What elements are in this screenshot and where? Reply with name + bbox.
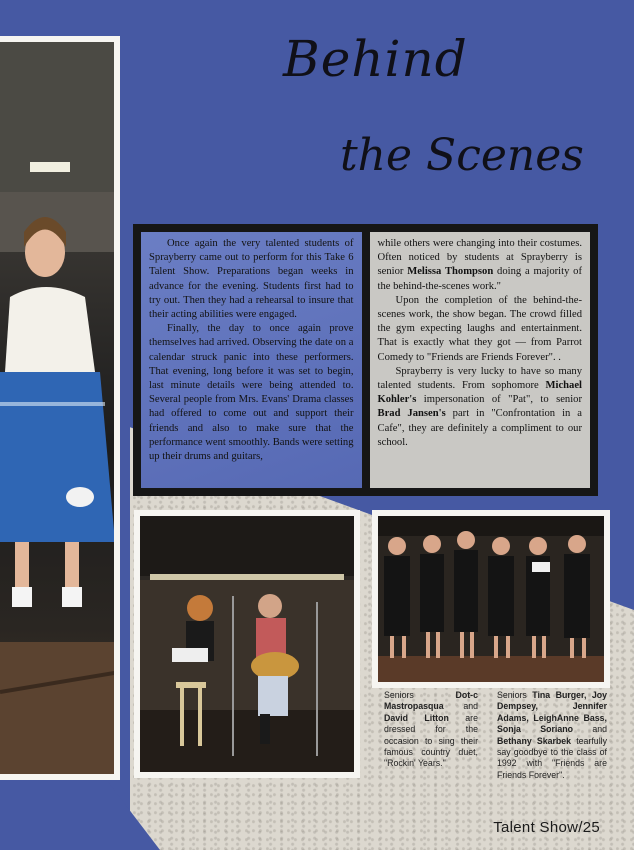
article-paragraph [378,365,583,450]
photo-friends-forever-group [372,510,610,688]
article-box [133,224,598,496]
article-column-left [141,232,362,488]
page-title-line2: the Scenes [340,130,584,181]
student-name: Michael Kohler's [377,380,582,406]
caption-text: are dressed for the occasion to sing their famous country duet, "Rockin' Years." [384,712,478,769]
caption-text: and [443,701,478,712]
article-text: doing a majority of the behind-the-scenes work." [377,266,582,292]
caption-duet [384,690,478,770]
caption-text: tearfully say goodbye to the class of 1992 with "Friends are Friends Forever". [497,735,608,780]
student-name: Bethany Skarbek [497,735,572,746]
article-paragraph: Once again the very talented students of Sprayberry came out to perform for this Take 6 Talent Show. Preparations began weeks in advance for the evening. Students first had to try out. Then they had a rehearsal to insure that their acting abilities were engaged. [149,238,354,321]
group-illustration [378,516,604,682]
student-name: Tina Burger, Joy Dempsey, Jennifer Adams, LeighAnne Bass, Sonja Soriano [497,690,607,735]
article-text: while others were changing into their costumes. Often noticed by students at Sprayberry is senior [377,238,582,278]
singer-illustration [0,42,114,774]
article-text: Sprayberry is very lucky to have so many talented students. From sophomore [377,365,582,392]
page-title-line1: Behind [283,30,468,88]
caption-text: Seniors [384,690,456,700]
duet-illustration [140,516,354,772]
article-column-right [370,232,591,488]
article-paragraph: Finally, the day to once again prove themselves had arrived. Observing the date on a calendar struck panic into these performers. That evening, long before it was set to begin, last minute details were being attended to. Several people from Mrs. Evans' Drama classes had offered to come out and support their friends and also to make sure that the performance went smoothly. Bands were setting up their drums and guitars, [149,323,354,463]
student-name: David Litton [384,712,449,723]
article-paragraph: Upon the completion of the behind-the-scenes work, the show began. The crowd filled the gym expecting laughs and entertainment. That is exactly what they got — from Parrot Comedy to "Friends are Friends Forever". . [377,294,582,363]
caption-text: and [573,724,607,735]
caption-group [497,690,607,781]
student-name: Melissa Thompson [407,266,494,278]
article-paragraph [378,237,583,294]
photo-poodle-skirt-singer [0,36,120,780]
student-name: Brad Jansen's [377,408,446,420]
page-folio: Talent Show/25 [493,819,600,836]
article-text: impersonation of "Pat", to senior [416,394,582,406]
article-text: part in "Confrontation in a Cafe", they are definitely a compliment to our school. [377,408,582,448]
caption-text: Seniors [497,690,527,700]
student-name: Dot-c Mastropasqua [384,690,478,712]
photo-country-duet [134,510,360,778]
